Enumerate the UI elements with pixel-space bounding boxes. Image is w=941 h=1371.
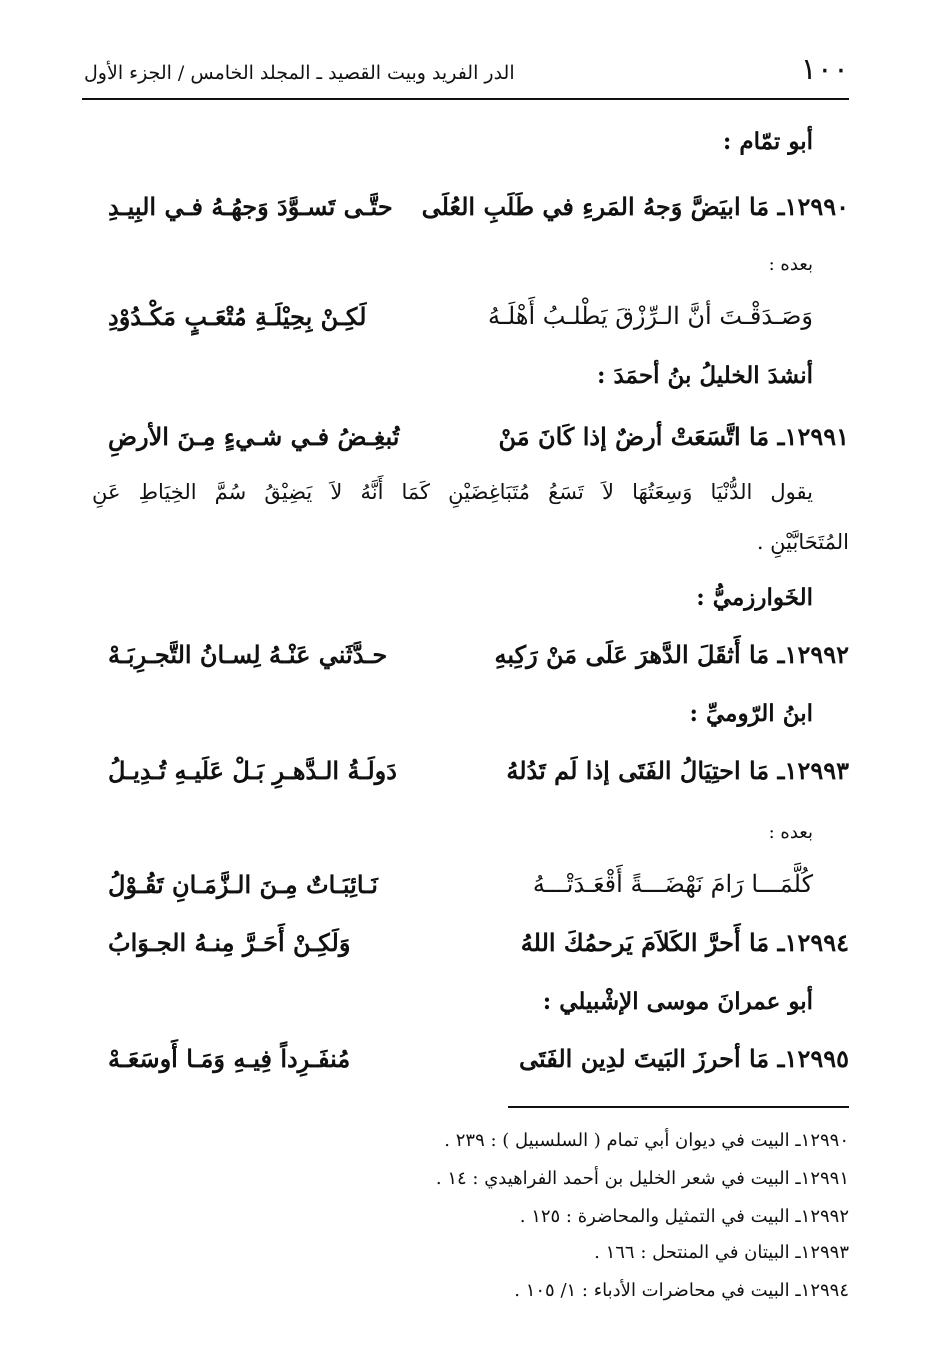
poet-name: ابنُ الرّوميِّ :: [689, 700, 813, 727]
footnote: ١٢٩٩٢ـ البيت في التمثيل والمحاضرة : ١٢٥ .: [519, 1206, 849, 1227]
header-rule: [82, 98, 849, 100]
running-head: الدر الفريد وبيت القصيد ـ المجلد الخامس / الجزء الأول: [84, 62, 515, 84]
verse-second-hemistich: حتَّـى تَسـوَّدَ وَجهُـهُ فـي البِيـدِ: [108, 192, 393, 221]
commentary-line: يقول الدُّنْيَا وَسِعَتُهَا لاَ تَسَعُ مُتَبَاغِضَيْنِ كَمَا أَنَّهُ لاَ يَضِيْقُ سُمَّ الخِيَاطِ عَنِ: [92, 480, 813, 504]
verse-first-hemistich: ١٢٩٩٤ـ مَا أَحرَّ الكَلاَمَ يَرحمُكَ اللهُ: [520, 928, 849, 957]
verse-first-hemistich: كُلَّمَـــا رَامَ نَهْضَـــةً أَقْعَـدَتْـــهُ: [532, 870, 813, 898]
verse-second-hemistich: مُنفَـرِداً فِيـهِ وَمَـا أَوسَعَـهْ: [108, 1044, 351, 1073]
verse-second-hemistich: دَولَـةُ الـدَّهـرِ بَـلْ عَلَيـهِ تُـدِيـلُ: [108, 756, 397, 785]
footnote: ١٢٩٩١ـ البيت في شعر الخليل بن أحمد الفراهيدي : ١٤ .: [435, 1168, 849, 1189]
verse-first-hemistich: ١٢٩٩٢ـ مَا أَثقَلَ الدَّهرَ عَلَى مَنْ رَكِبهِ: [494, 640, 849, 669]
after-label: بعده :: [768, 254, 813, 275]
verse-second-hemistich: لَكِـنْ بِحِيْلَـةِ مُتْعَـبٍ مَكْـدُوْدِ: [108, 302, 367, 331]
verse-first-hemistich: ١٢٩٩٣ـ مَا احتِيَالُ الفَتَى إذا لَم تَدُلهُ: [506, 756, 849, 785]
verse-second-hemistich: تُبغِـضُ فـي شـيءٍ مِـنَ الأرضِ: [108, 422, 400, 451]
footnote: ١٢٩٩٣ـ البيتان في المنتحل : ١٦٦ .: [594, 1242, 849, 1263]
verse-first-hemistich: ١٢٩٩٥ـ مَا أحرزَ البَيتَ لدِين الفَتَى: [518, 1044, 849, 1073]
footnote: ١٢٩٩٤ـ البيت في محاضرات الأدباء : ١/ ١٠٥ .: [514, 1280, 849, 1301]
verse-second-hemistich: نَـائِبَـاتٌ مِـنَ الـزَّمَـانِ تَقُـوْلُ: [108, 870, 378, 899]
footnote: ١٢٩٩٠ـ البيت في ديوان أبي تمام ( السلسبيل ) : ٢٣٩ .: [444, 1130, 849, 1151]
verse-second-hemistich: حـدَّثَني عَنْـهُ لِسـانُ التَّجـرِبَـهْ: [108, 640, 388, 669]
poet-name: أبو عمرانَ موسى الإشْبيلي :: [542, 988, 813, 1015]
verse-first-hemistich: ١٢٩٩١ـ مَا اتَّسَعَتْ أرضٌ إذا كَانَ مَنْ: [498, 422, 849, 451]
page-number: ١٠٠: [800, 52, 849, 87]
verse-first-hemistich: ١٢٩٩٠ـ مَا ابيَضَّ وَجهُ المَرءِ في طَلَبِ العُلَى: [421, 192, 849, 221]
verse-second-hemistich: وَلَكِـنْ أَحَـرَّ مِنـهُ الجـوَابُ: [108, 928, 351, 957]
poet-name: أبو تمّام :: [722, 128, 813, 155]
verse-first-hemistich: وَصَـدَقْـتَ أنَّ الـرِّزْقَ يَطْلـبُ أَهْلَـهُ: [487, 302, 813, 330]
poet-name: الخَوارزميُّ :: [696, 584, 813, 611]
commentary-line: المُتَحَابَّيْنِ .: [756, 530, 849, 554]
poet-name: أنشدَ الخليلُ بنُ أحمَدَ :: [596, 362, 813, 389]
footnote-rule: [508, 1106, 849, 1108]
after-label: بعده :: [768, 822, 813, 843]
